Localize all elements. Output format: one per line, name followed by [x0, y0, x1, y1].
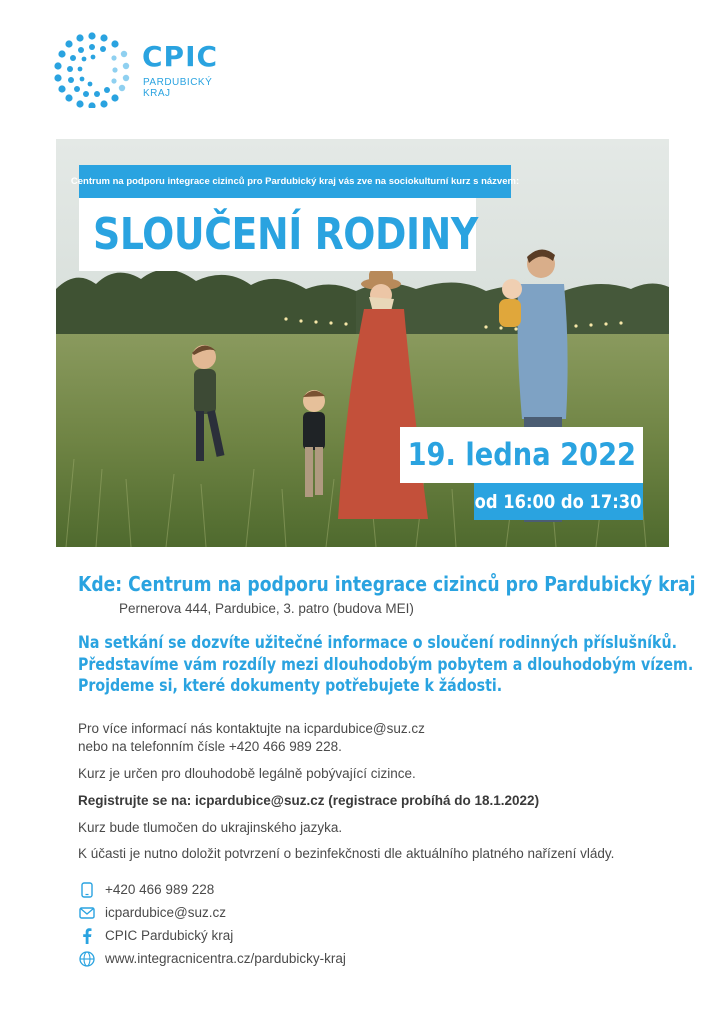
invite-text: Centrum na podporu integrace cizinců pro Pardubický kraj vás zve na sociokulturní kurz s názvem: [70, 176, 520, 187]
event-time: od 16:00 do 17:30 [475, 490, 642, 513]
translation-text: Kurz bude tlumočen do ukrajinského jazyka. [78, 820, 343, 835]
contact-line-2: nebo na telefonním čísle +420 466 989 228. [78, 739, 342, 754]
info-line: Na setkání se dozvíte užitečné informace o sloučení rodinných příslušníků. [78, 633, 677, 652]
logo-title: CPIC [142, 40, 219, 73]
location-title: Kde: Centrum na podporu integrace cizinců pro Pardubický kraj [78, 572, 696, 596]
time-banner [474, 483, 643, 520]
event-title: SLOUČENÍ RODINY [93, 209, 478, 260]
contact-phone-text[interactable]: +420 466 989 228 [105, 882, 215, 897]
event-date: 19. ledna 2022 [407, 437, 636, 473]
contact-line-1: Pro více informací nás kontaktujte na icpardubice@suz.cz [78, 721, 425, 736]
requirement-text: K účasti je nutno doložit potvrzení o bezinfekčnosti dle aktuálního platného nařízení vlády. [78, 846, 615, 861]
contact-web [78, 947, 478, 970]
title-banner [79, 198, 476, 271]
logo-subtitle-line2: KRAJ [143, 88, 171, 99]
contact-list [78, 878, 478, 970]
globe-icon [78, 950, 96, 968]
contact-paragraph [78, 720, 425, 756]
register-bold: Registrujte se na: icpardubice@suz.cz (registrace probíhá do 18.1.2022) [78, 793, 540, 808]
phone-icon [78, 881, 96, 899]
location-address: Pernerova 444, Pardubice, 3. patro (budova MEI) [119, 601, 414, 616]
cpic-dots-logo-icon [54, 32, 130, 108]
contact-facebook [78, 924, 478, 947]
audience-text: Kurz je určen pro dlouhodobě legálně pobývající cizince. [78, 766, 416, 781]
date-banner [400, 427, 643, 483]
register-text [78, 792, 539, 810]
info-block [78, 632, 698, 697]
contact-email-text[interactable]: icpardubice@suz.cz [105, 905, 227, 920]
invite-banner [70, 165, 520, 198]
info-line: Projdeme si, které dokumenty potřebujete k žádosti. [78, 676, 503, 695]
facebook-icon [78, 927, 96, 945]
contact-web-text[interactable]: www.integracnicentra.cz/pardubicky-kraj [105, 951, 346, 966]
contact-facebook-text[interactable]: CPIC Pardubický kraj [105, 928, 234, 943]
mail-icon [78, 904, 96, 922]
contact-email [78, 901, 478, 924]
contact-phone [78, 878, 478, 901]
cpic-logo [54, 32, 234, 112]
logo-subtitle [143, 77, 212, 99]
logo-subtitle-line1: PARDUBICKÝ [143, 77, 213, 88]
info-line: Představíme vám rozdíly mezi dlouhodobým pobytem a dlouhodobým vízem. [78, 654, 694, 674]
